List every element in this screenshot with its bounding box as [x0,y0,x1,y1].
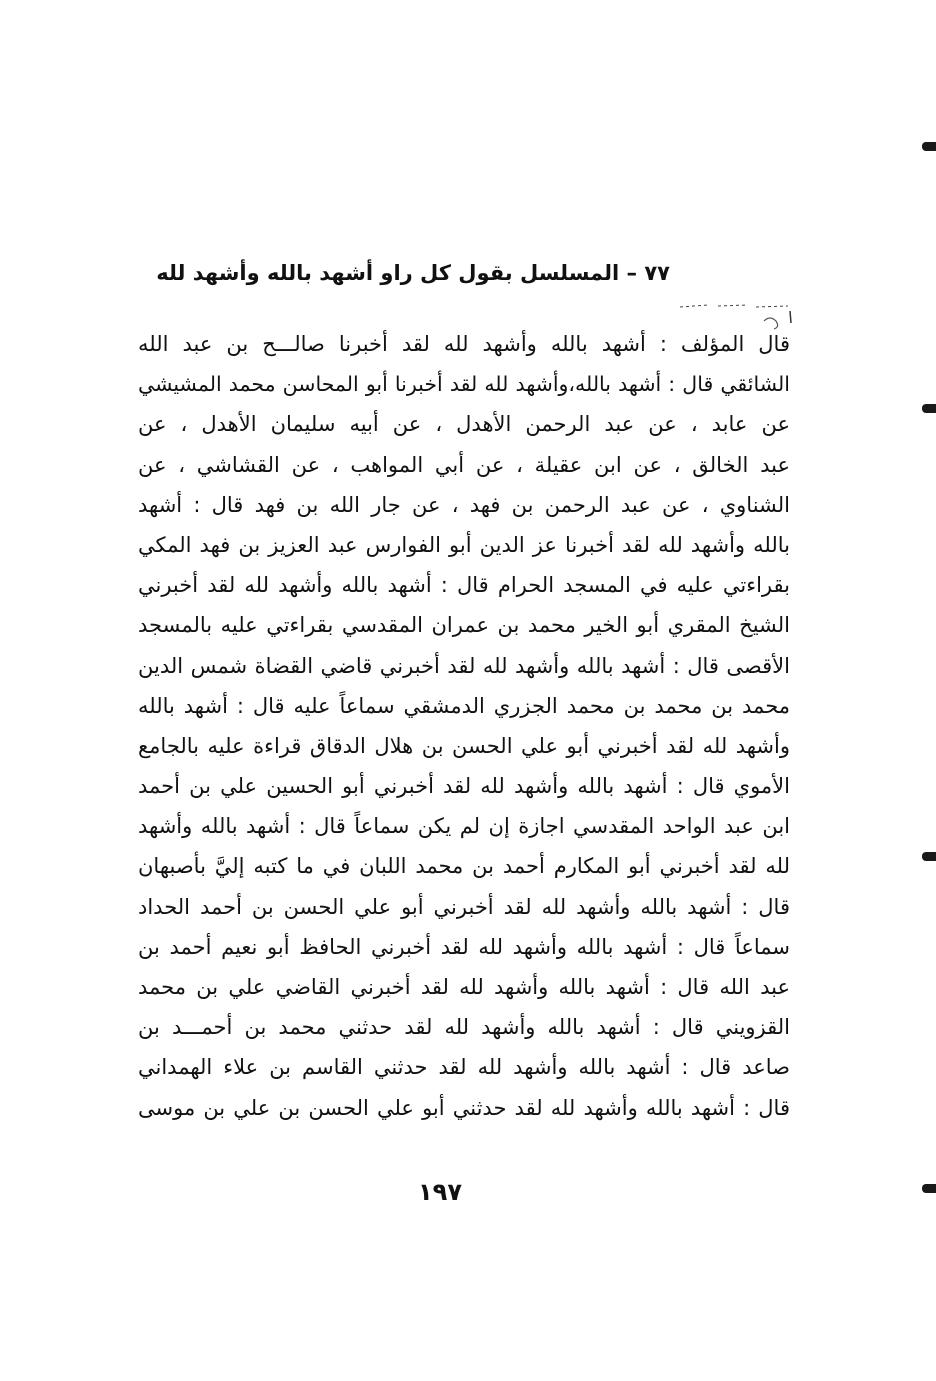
text-line: صاعد قال : أشهد بالله وأشهد لله لقد حدثني القاسم بن علاء الهمداني [138,1055,790,1080]
text-line: بقراءتي عليه في المسجد الحرام قال : أشهد بالله وأشهد لله لقد أخبرني [138,573,790,598]
text-line: القزويني قال : أشهد بالله وأشهد لله لقد حدثني محمد بن أحمـــد بن [138,1015,790,1040]
text-line: عبد الخالق ، عن ابن عقيلة ، عن أبي المواهب ، عن القشاشي ، عن [138,452,790,477]
text-line: قال : أشهد بالله وأشهد لله لقد حدثني أبو علي الحسن بن علي بن موسى [138,1095,790,1120]
text-line: الشناوي ، عن عبد الرحمن بن فهد ، عن جار الله بن فهد قال : أشهد [138,492,790,517]
text-line: سماعاً قال : أشهد بالله وأشهد لله لقد أخبرني الحافظ أبو نعيم أحمد بن [138,934,790,959]
scan-edge-mark [922,142,936,151]
body-text [138,324,790,1128]
text-line: محمد بن محمد بن محمد الجزري الدمشقي سماعاً عليه قال : أشهد بالله [138,693,790,718]
section-heading: ٧٧ – المسلسل بقول كل راو أشهد بالله وأشهد لله [156,261,670,285]
text-line: عبد الله قال : أشهد بالله وأشهد لله لقد أخبرني القاضي علي بن محمد [138,975,790,999]
scan-edge-mark [922,404,936,413]
text-line: الشيخ المقري أبو الخير محمد بن عمران المقدسي بقراءتي عليه بالمسجد [138,613,790,638]
text-line: الأقصى قال : أشهد بالله وأشهد لله لقد أخبرني قاضي القضاة شمس الدين [138,653,790,678]
text-line: لله لقد أخبرني أبو المكارم أحمد بن محمد اللبان في ما كتبه إليَّ بأصبهان [138,854,790,879]
text-line: وأشهد لله لقد أخبرني أبو علي الحسن بن هلال الدقاق قراءة عليه بالجامع [138,733,790,758]
text-line: عن عابد ، عن عبد الرحمن الأهدل ، عن أبيه سليمان الأهدل ، عن [138,412,790,437]
text-line: الأموي قال : أشهد بالله وأشهد لله لقد أخبرني أبو الحسين علي بن أحمد [138,774,790,799]
scan-edge-mark [922,852,936,861]
text-line: قال : أشهد بالله وأشهد لله لقد أخبرني أبو علي الحسن بن أحمد الحداد [138,894,790,919]
text-line: قال المؤلف : أشهد بالله وأشهد لله لقد أخبرنا صالـــح بن عبد الله [138,332,790,356]
scan-edge-mark [922,1184,936,1193]
text-line: ابن عبد الواحد المقدسي اجازة إن لم يكن سماعاً قال : أشهد بالله وأشهد [138,814,790,839]
page-number: ١٩٧ [418,1178,462,1206]
text-line: بالله وأشهد لله لقد أخبرنا عز الدين أبو الفوارس عبد العزيز بن فهد المكي [138,532,790,557]
text-line: الشائقي قال : أشهد بالله،وأشهد لله لقد أخبرنا أبو المحاسن محمد المشيشي [138,372,790,397]
